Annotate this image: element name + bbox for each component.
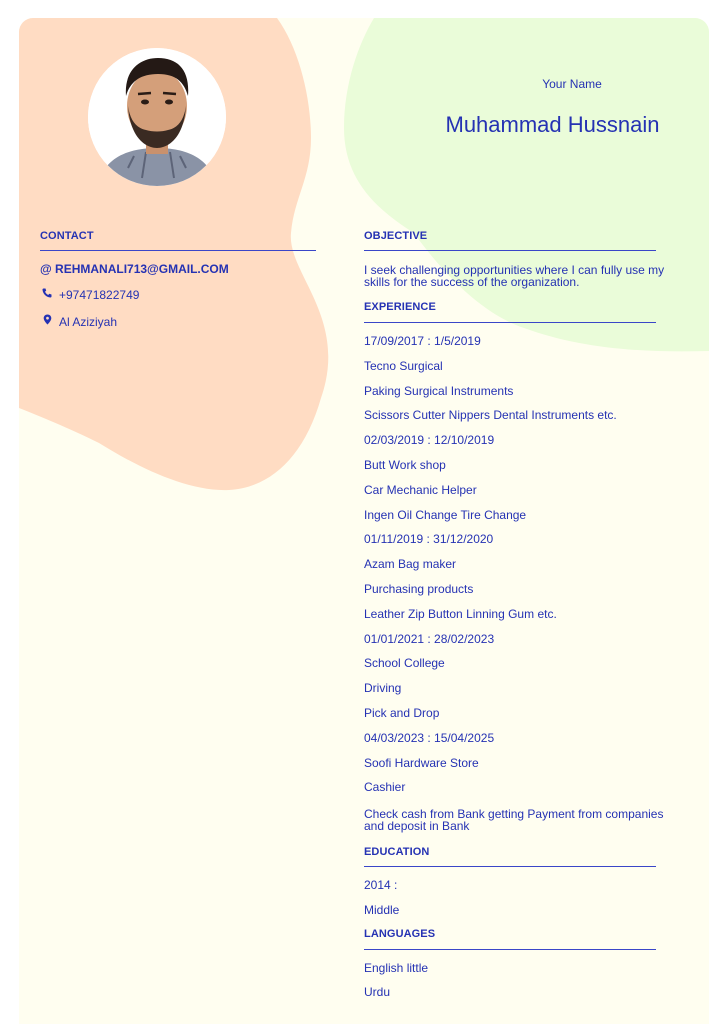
experience-line: School College	[364, 656, 445, 671]
experience-line: Pick and Drop	[364, 706, 440, 720]
languages-title: LANGUAGES	[364, 928, 436, 940]
experience-line: Tecno Surgical	[364, 358, 443, 373]
contact-title: CONTACT	[40, 230, 94, 242]
experience-line: 02/03/2019 : 12/10/2019	[364, 433, 495, 448]
education-divider	[364, 866, 656, 867]
objective-text: I seek challenging opportunities where I can fully use my skills for the success of the organization.	[364, 263, 665, 289]
name-caption: Your Name	[542, 77, 602, 91]
email-text: @ REHMANALI713@GMAIL.COM	[40, 262, 229, 276]
experience-line: 01/11/2019 : 31/12/2020	[364, 532, 494, 547]
objective-divider	[364, 250, 656, 251]
contact-divider	[40, 250, 316, 251]
experience-line: Leather Zip Button Linning Gum etc.	[364, 606, 557, 621]
phone-text: +97471822749	[59, 288, 140, 302]
experience-line: 04/03/2023 : 15/04/2025	[364, 730, 495, 745]
experience-title: EXPERIENCE	[364, 301, 436, 313]
language-item: Urdu	[364, 985, 391, 999]
objective-title: OBJECTIVE	[364, 230, 428, 242]
resume-page	[19, 18, 709, 1024]
experience-line: Driving	[364, 681, 402, 696]
address-text: Al Aziziyah	[59, 314, 118, 329]
language-item: English little	[364, 961, 429, 975]
experience-line: Butt Work shop	[364, 458, 446, 472]
contact-address	[40, 314, 117, 329]
contact-email	[40, 262, 229, 276]
education-title: EDUCATION	[364, 846, 430, 858]
experience-line: Azam Bag maker	[364, 557, 457, 572]
experience-line: Paking Surgical Instruments	[364, 383, 514, 398]
profile-photo	[88, 48, 226, 186]
experience-line: Soofi Hardware Store	[364, 755, 479, 770]
experience-line: Scissors Cutter Nippers Dental Instruments etc.	[364, 408, 617, 423]
contact-phone	[40, 288, 139, 302]
experience-divider	[364, 322, 656, 323]
experience-last-item: Check cash from Bank getting Payment from companies and deposit in Bank	[364, 807, 664, 833]
phone-icon	[40, 288, 54, 302]
education-level: Middle	[364, 903, 400, 917]
experience-line: Cashier	[364, 780, 406, 795]
experience-line: Ingen Oil Change Tire Change	[364, 507, 527, 522]
map-pin-icon	[40, 314, 54, 329]
experience-line: 01/01/2021 : 28/02/2023	[364, 631, 495, 646]
languages-divider	[364, 949, 656, 950]
experience-line: Car Mechanic Helper	[364, 482, 477, 497]
experience-line: 17/09/2017 : 1/5/2019	[364, 334, 481, 348]
experience-line: Purchasing products	[364, 582, 474, 596]
education-year: 2014 :	[364, 878, 398, 892]
full-name: Muhammad Hussnain	[445, 112, 660, 137]
